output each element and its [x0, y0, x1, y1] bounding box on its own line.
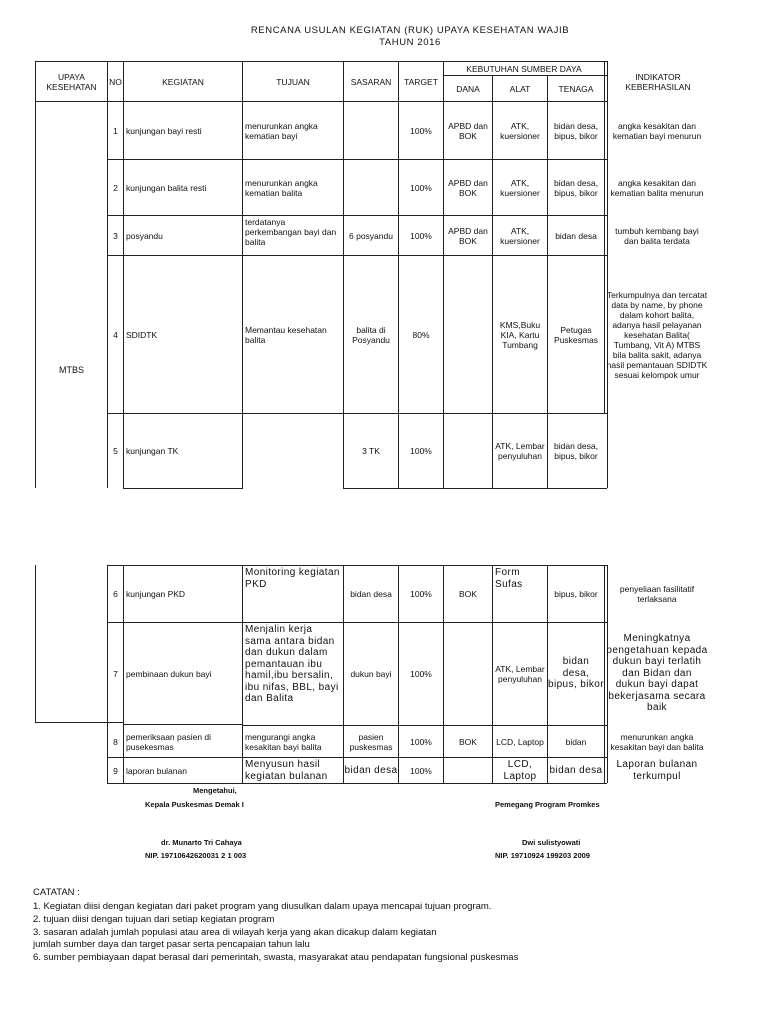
note-item: 6. sumber pembiayaan dapat berasal dari pemerintah, swasta, masyarakat atau pendapatan fungsional puskesmas	[33, 952, 519, 963]
header-upaya: UPAYA KESEHATAN	[46, 71, 97, 92]
signature-kepala-title: Kepala Puskesmas Demak I	[145, 800, 244, 809]
header-alat: ALAT	[509, 83, 531, 94]
note-item: 3. sasaran adalah jumlah populasi atau area di wilayah kerja yang akan dicakup dalam kegiatan	[33, 927, 437, 938]
header-indikator: INDIKATOR KEBERHASILAN	[625, 71, 691, 92]
header-target: TARGET	[404, 76, 438, 87]
header-tujuan: TUJUAN	[276, 76, 310, 87]
note-item: jumlah sumber daya dan target pasar serta pencapaian tahun lalu	[33, 939, 310, 950]
signature-pemegang-title: Pemegang Program Promkes	[495, 800, 600, 809]
header-kegiatan: KEGIATAN	[162, 76, 204, 87]
note-item: 1. Kegiatan diisi dengan kegiatan dari paket program yang diusulkan dalam upaya mencapai tujuan program.	[33, 901, 492, 912]
document-subtitle: TAHUN 2016	[379, 37, 441, 48]
notes-heading: CATATAN :	[33, 887, 80, 898]
signature-kepala-nip: NIP. 19710642620031 2 1 003	[145, 851, 247, 860]
signature-pemegang-nip: NIP. 19710924 199203 2009	[495, 851, 590, 860]
header-kebutuhan: KEBUTUHAN SUMBER DAYA	[466, 63, 582, 74]
header-dana: DANA	[456, 83, 480, 94]
signature-pemegang-name: Dwi sulistyowati	[522, 838, 581, 847]
header-sasaran: SASARAN	[350, 76, 392, 87]
signature-mengetahui: Mengetahui,	[193, 786, 237, 795]
document-title: RENCANA USULAN KEGIATAN (RUK) UPAYA KESEHATAN WAJIB	[250, 25, 570, 36]
header-tenaga: TENAGA	[558, 83, 594, 94]
header-no: NO	[109, 76, 122, 87]
note-item: 2. tujuan diisi dengan tujuan dari setiap kegiatan program	[33, 914, 275, 925]
upaya-value: MTBS	[58, 365, 84, 375]
signature-kepala-name: dr. Munarto Tri Cahaya	[161, 838, 242, 847]
